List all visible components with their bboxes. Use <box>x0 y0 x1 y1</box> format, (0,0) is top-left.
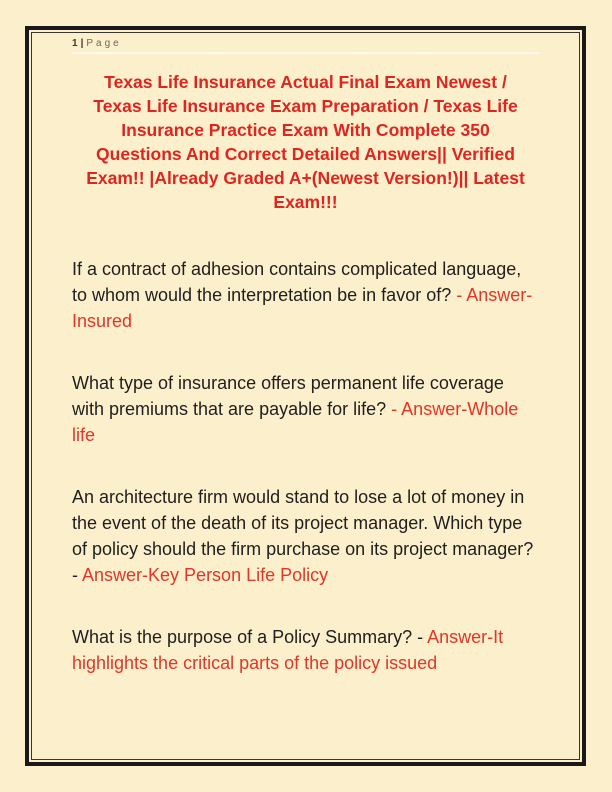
qa-item <box>72 624 536 676</box>
qa-question-text: An architecture firm would stand to lose a lot of money in the event of the death of its project manager. Which type of policy should the firm purchase on its project manager? - <box>72 487 534 585</box>
qa-question-text: If a contract of adhesion contains complicated language, to whom would the interpretation be in favor of? <box>72 259 522 305</box>
page-header <box>72 38 539 54</box>
header-separator: | <box>80 38 84 49</box>
document-title: Texas Life Insurance Actual Final Exam Newest / Texas Life Insurance Exam Preparation / Texas Life Insurance Practice Exam With Complete 350 Questions And Correct Detailed Answers|| Verified Exam!! |Already Graded A+(Newest Version!)|| Latest Exam!!! <box>86 72 525 212</box>
page-number: 1 <box>72 38 78 49</box>
qa-item <box>72 370 536 448</box>
qa-answer-text: - Answer-Whole life <box>72 399 519 445</box>
qa-item <box>72 484 536 588</box>
qa-answer-text: Answer-Key Person Life Policy <box>82 565 329 585</box>
qa-item <box>72 256 536 334</box>
page-border <box>25 26 586 766</box>
page-border-inner-rule <box>31 32 580 760</box>
qa-question-text: What type of insurance offers permanent life coverage with premiums that are payable for life? <box>72 373 504 419</box>
qa-answer-text: - Answer-Insured <box>72 285 533 331</box>
qa-question-text: What is the purpose of a Policy Summary? - <box>72 627 424 647</box>
qa-answer-text: Answer-It highlights the critical parts of the policy issued <box>72 627 504 673</box>
page-label: Page <box>86 38 122 49</box>
